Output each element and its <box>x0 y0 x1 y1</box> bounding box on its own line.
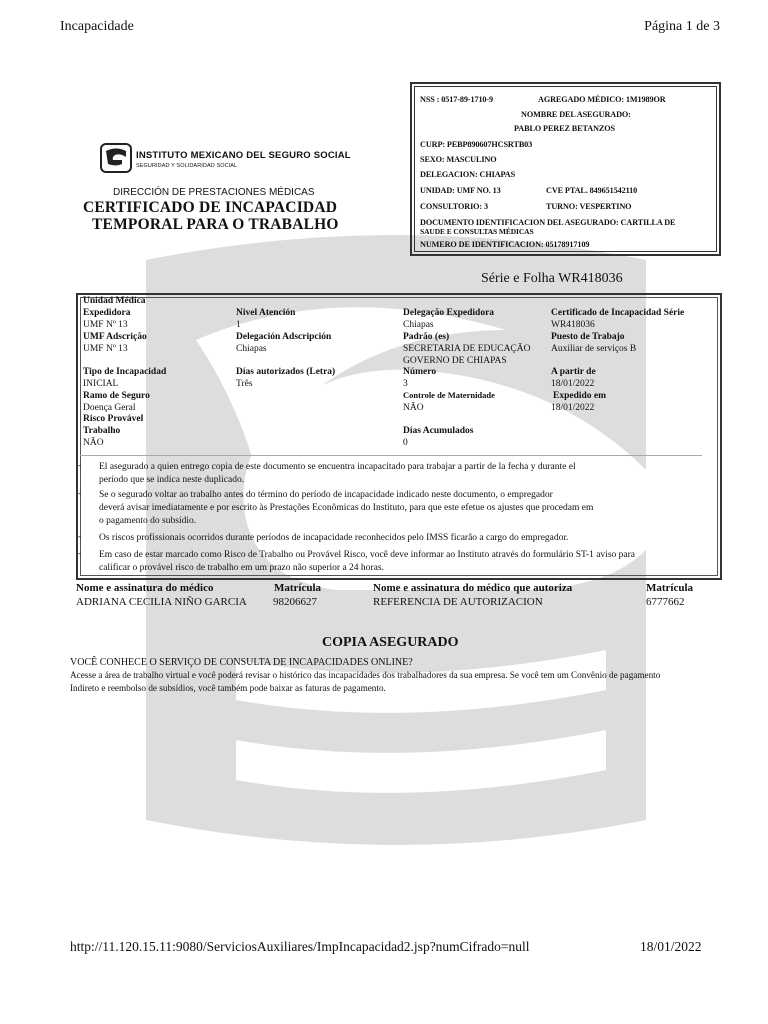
cert-serie-label: Certificado de Incapacidad Série <box>551 308 685 318</box>
risco-label-2: Trabalho <box>83 426 121 436</box>
risco-label-1: Risco Provável <box>83 414 144 424</box>
certificate-title-1: CERTIFICADO DE INCAPACIDAD <box>83 199 338 216</box>
agregado-medico: AGREGADO MÉDICO: 1M1989OR <box>538 95 666 104</box>
footer-date: 18/01/2022 <box>640 939 702 954</box>
delegacion: DELEGACION: CHIAPAS <box>420 170 516 179</box>
page-number: Página 1 de 3 <box>644 19 720 34</box>
numero-label: Número <box>403 367 437 377</box>
autoriza-matricula: 6777662 <box>646 596 685 608</box>
header-title: Incapacidade <box>60 19 134 34</box>
imss-logo-icon <box>100 143 132 173</box>
turno: TURNO: VESPERTINO <box>546 202 632 211</box>
online-line-1: Acesse a área de trabalho virtual e você poderá revisar o histórico das incapacidades dos trabalhadores da sua empresa. Se você tem um Convênio de pagamento <box>70 670 661 680</box>
unidad: UNIDAD: UMF NO. 13 <box>420 186 501 195</box>
padrao-label: Padrão (es) <box>403 332 450 342</box>
sexo: SEXO: MASCULINO <box>420 155 497 164</box>
doc-id-line1: DOCUMENTO IDENTIFICACION DEL ASEGURADO: CARTILLA DE <box>420 218 676 227</box>
numero-identificacion: NUMERO DE IDENTIFICACION: 05178917109 <box>420 240 590 249</box>
expedido-label: Expedido em <box>553 391 607 401</box>
padrao-value-1: SECRETARIA DE EDUCAÇÃO <box>403 344 531 354</box>
direction-text: DIRECCIÓN DE PRESTACIONES MÉDICAS <box>113 187 315 198</box>
medico-matricula: 98206627 <box>273 596 317 608</box>
deleg-ads-label: Delegación Adscripción <box>236 332 332 342</box>
footer-url: http://11.120.15.11:9080/ServiciosAuxiliares/ImpIncapacidad2.jsp?numCifrado=null <box>70 939 530 954</box>
medico-label: Nome e assinatura do médico <box>76 582 214 594</box>
medico-name: ADRIANA CECILIA NIÑO GARCIA <box>76 596 247 608</box>
delegacao-exp-value: Chiapas <box>403 320 434 330</box>
umf-ads-label: UMF Adscrição <box>83 332 147 342</box>
matricula-label: Matrícula <box>274 582 322 594</box>
matricula2-label: Matrícula <box>646 582 694 594</box>
puesto-label: Puesto de Trabajo <box>551 332 625 342</box>
controle-value: NÃO <box>403 403 424 413</box>
expedidora-label: Expedidora <box>83 308 131 318</box>
delegacao-exp-label: Delegação Expedidora <box>403 308 495 318</box>
ramo-value: Doença Geral <box>83 403 136 413</box>
insured-name-label: NOMBRE DEL ASEGURADO: <box>521 110 631 119</box>
dias-acum-value: 0 <box>403 438 408 448</box>
note-3-line-1: Os riscos profissionais ocorridos durante períodos de incapacidade reconhecidos pelo IMSS ficarão a cargo do empregador. <box>99 533 569 543</box>
unidad-medica-label: Unidad Médica <box>83 296 146 306</box>
note-4-line-2: calificar o provável risco de trabalho em um prazo não superior a 24 horas. <box>99 563 384 573</box>
numero-value: 3 <box>403 379 408 389</box>
a-partir-label: A partir de <box>551 367 596 377</box>
online-line-2: Indireto e reembolso de subsídios, você também pode baixar as faturas de pagamento. <box>70 683 386 693</box>
consultorio: CONSULTORIO: 3 <box>420 202 488 211</box>
ramo-label: Ramo de Seguro <box>83 391 150 401</box>
note-1-line-2: período que se indica neste duplicado. <box>99 475 245 485</box>
dias-aut-value: Três <box>236 379 253 389</box>
deleg-ads-value: Chiapas <box>236 344 267 354</box>
padrao-value-2: GOVERNO DE CHIAPAS <box>403 356 507 366</box>
autoriza-label: Nome e assinatura do médico que autoriza <box>373 582 573 594</box>
note-2-line-1: Se o segurado voltar ao trabalho antes do término do período de incapacidade indicado neste documento, o empregador <box>99 490 553 500</box>
cert-serie-value: WR418036 <box>551 320 595 330</box>
tipo-label: Tipo de Incapacidad <box>83 367 167 377</box>
cve-ptal: CVE PTAL. 849651542110 <box>546 186 638 195</box>
dias-acum-label: Días Acumulados <box>403 426 474 436</box>
expedido-value: 18/01/2022 <box>551 403 595 413</box>
copia-asegurado-heading: COPIA ASEGURADO <box>322 635 459 650</box>
risco-value: NÃO <box>83 438 104 448</box>
insured-name: PABLO PEREZ BETANZOS <box>514 124 615 133</box>
nivel-value: 1 <box>236 320 241 330</box>
note-4-line-1: Em caso de estar marcado como Risco de Trabalho ou Provável Risco, você deve informar ao Instituto através do formulário ST-1 aviso para <box>99 550 635 560</box>
note-1-line-1: El asegurado a quien entrego copia de este documento se encuentra incapacitado para trabajar a partir de la fecha y durante el <box>99 462 576 472</box>
nss: NSS : 0517-89-1710-9 <box>420 95 494 104</box>
expedidora-value: UMF Nº 13 <box>83 320 128 330</box>
doc-id-line2: SAUDE E CONSULTAS MÉDICAS <box>420 227 534 236</box>
notes-divider <box>80 455 702 456</box>
certificate-title-2: TEMPORAL PARA O TRABALHO <box>92 216 339 233</box>
tipo-value: INICIAL <box>83 379 119 389</box>
logo-subtitle: SEGURIDAD Y SOLIDARIDAD SOCIAL <box>136 163 238 169</box>
autoriza-name: REFERENCIA DE AUTORIZACION <box>373 596 543 608</box>
note-2-line-2: deverá avisar imediatamente e por escrito às Prestações Econômicas do Instituto, para que este efetue os ajustes que procedam em <box>99 503 594 513</box>
a-partir-value: 18/01/2022 <box>551 379 595 389</box>
online-question: VOCÊ CONHECE O SERVIÇO DE CONSULTA DE INCAPACIDADES ONLINE? <box>70 657 413 668</box>
nivel-label: Nivel Atención <box>236 308 296 318</box>
serie-folha: Série e Folha WR418036 <box>481 271 623 286</box>
curp: CURP: PEBP890607HCSRTB03 <box>420 140 533 149</box>
puesto-value: Auxiliar de serviços B <box>551 344 637 354</box>
logo-name: INSTITUTO MEXICANO DEL SEGURO SOCIAL <box>136 150 351 161</box>
note-2-line-3: o pagamento do subsídio. <box>99 516 197 526</box>
controle-label: Controle de Maternidade <box>403 390 495 400</box>
umf-ads-value: UMF Nº 13 <box>83 344 128 354</box>
dias-aut-label: Días autorizados (Letra) <box>236 367 336 377</box>
